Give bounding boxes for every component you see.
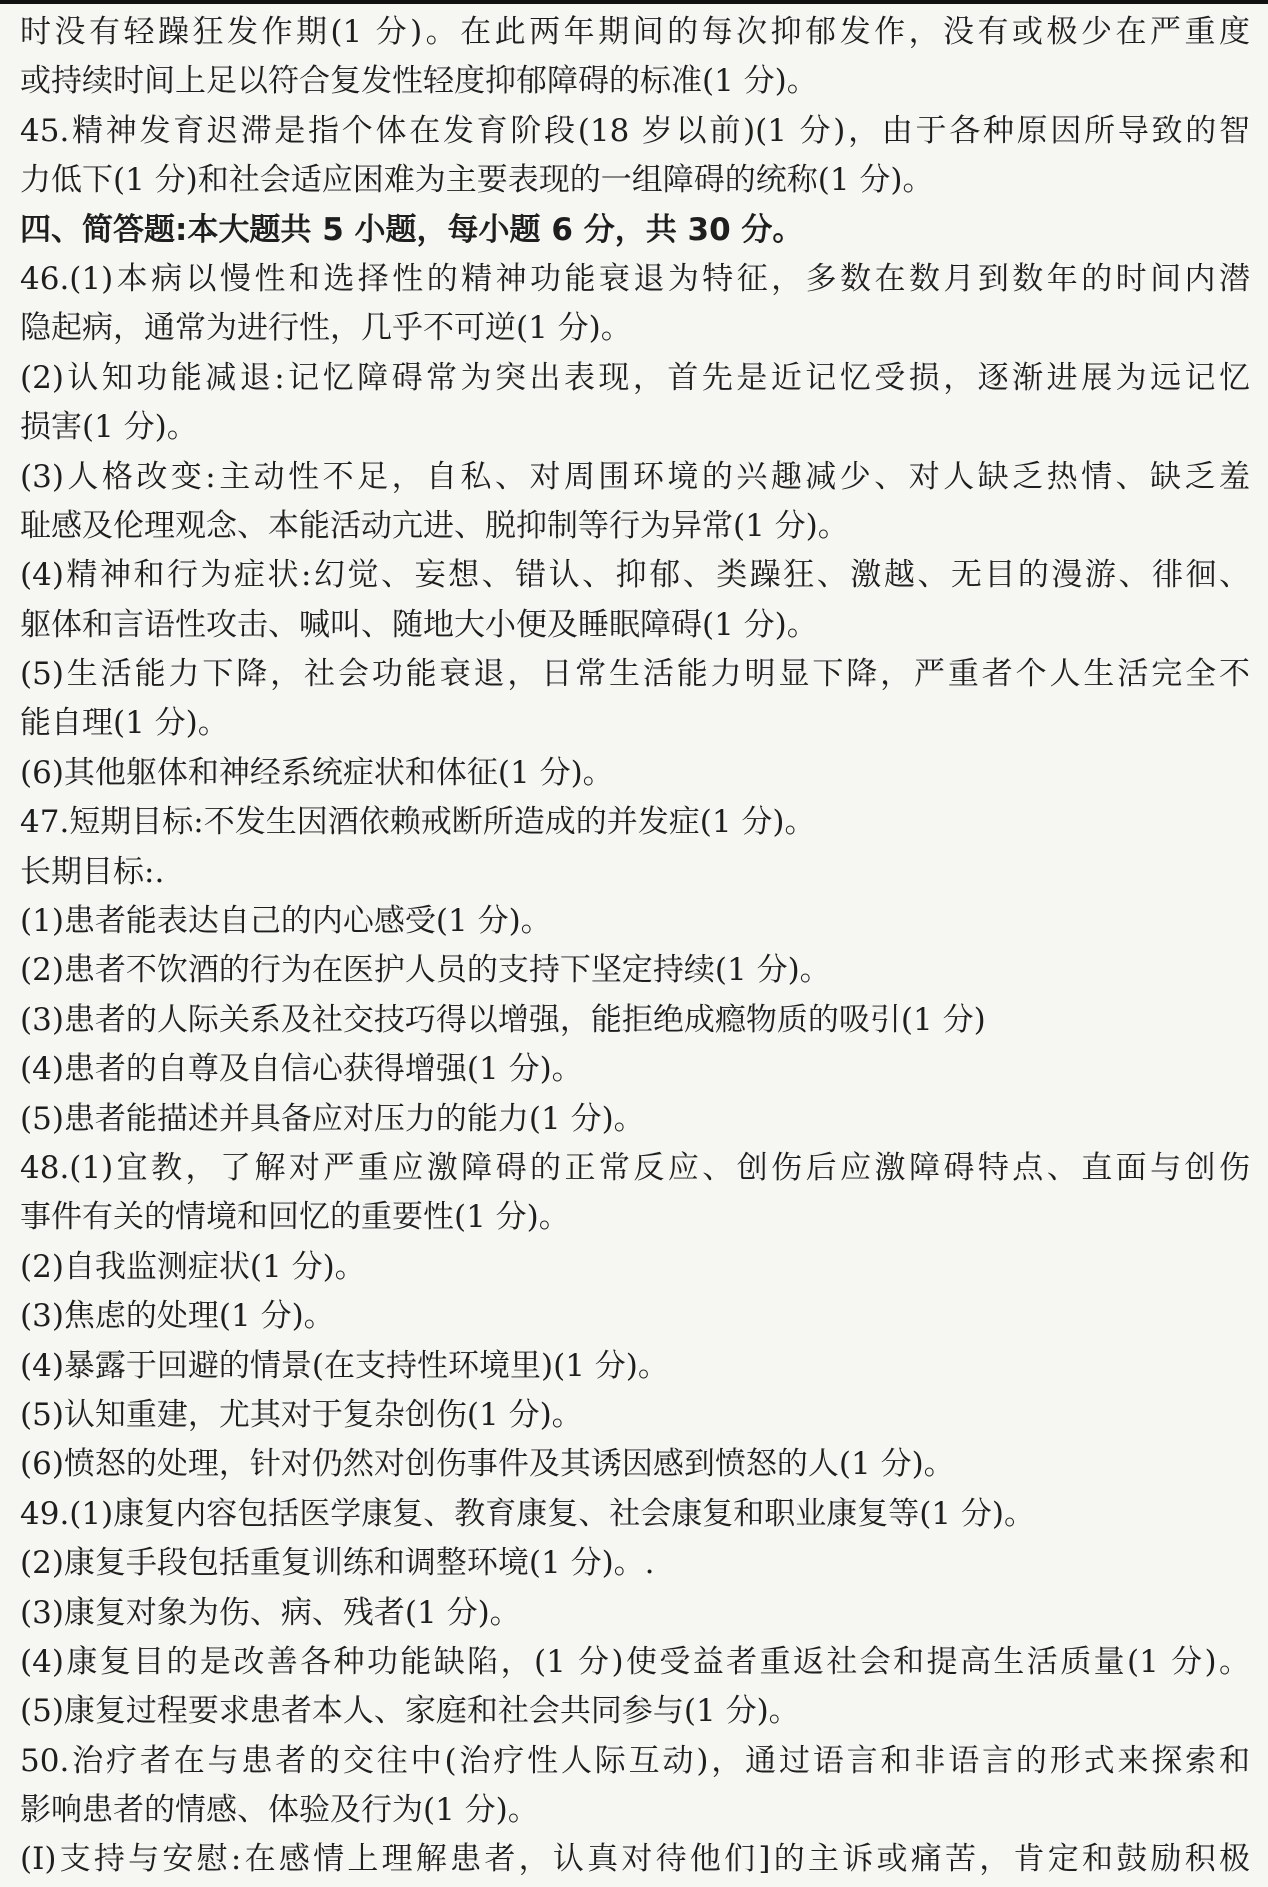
text-line: (2)康复手段包括重复训练和调整环境(1 分)。. — [20, 1545, 655, 1582]
text-line: 47.短期目标:不发生因酒依赖戒断所造成的并发症(1 分)。 — [20, 804, 816, 841]
answer-text-body — [20, 8, 1250, 1885]
text-line: 49.(1)康复内容包括医学康复、教育康复、社会康复和职业康复等(1 分)。 — [20, 1495, 1035, 1532]
text-line: (2)自我监测症状(1 分)。 — [20, 1248, 366, 1285]
text-line: (2)患者不饮酒的行为在医护人员的支持下坚定持续(1 分)。 — [20, 952, 831, 989]
text-line: 事件有关的情境和回忆的重要性(1 分)。 — [20, 1199, 570, 1236]
text-line: 耻感及伦理观念、本能活动亢进、脱抑制等行为异常(1 分)。 — [20, 507, 849, 544]
text-line: (3)人格改变:主动性不足，自私、对周围环境的兴趣减少、对人缺乏热情、缺乏羞 — [20, 458, 1250, 495]
section-heading: 四、简答题:本大题共 5 小题，每小题 6 分，共 30 分。 — [20, 211, 804, 248]
text-line: 长期目标:. — [20, 853, 165, 890]
text-line: (4)暴露于回避的情景(在支持性环境里)(1 分)。 — [20, 1347, 669, 1384]
text-line: (I)支持与安慰:在感情上理解患者，认真对待他们]的主诉或痛苦，肯定和鼓励积极 — [20, 1841, 1250, 1878]
text-line: 损害(1 分)。 — [20, 409, 198, 446]
text-line: (4)患者的自尊及自信心获得增强(1 分)。 — [20, 1051, 583, 1088]
text-line: 45.精神发育迟滞是指个体在发育阶段(18 岁以前)(1 分)，由于各种原因所导致的智 — [20, 112, 1250, 149]
text-line: (1)患者能表达自己的内心感受(1 分)。 — [20, 903, 552, 940]
text-line: (2)认知功能减退:记忆障碍常为突出表现，首先是近记忆受损，逐渐进展为远记忆 — [20, 359, 1250, 396]
text-line: 50.治疗者在与患者的交往中(治疗性人际互动)，通过语言和非语言的形式来探索和 — [20, 1742, 1250, 1779]
text-line: (4)精神和行为症状:幻觉、妄想、错认、抑郁、类躁狂、激越、无目的漫游、徘徊、 — [20, 557, 1250, 594]
text-line: (5)生活能力下降，社会功能衰退，日常生活能力明显下降，严重者个人生活完全不 — [20, 656, 1250, 693]
text-line: (3)康复对象为伤、病、残者(1 分)。 — [20, 1594, 521, 1631]
text-line: 48.(1)宜教，了解对严重应激障碍的正常反应、创伤后应激障碍特点、直面与创伤 — [20, 1149, 1250, 1186]
text-line: 影响患者的情感、体验及行为(1 分)。 — [20, 1792, 539, 1829]
text-line: (3)焦虑的处理(1 分)。 — [20, 1298, 335, 1335]
text-line: 力低下(1 分)和社会适应困难为主要表现的一组障碍的统称(1 分)。 — [20, 162, 934, 199]
text-line: (3)患者的人际关系及社交技巧得以增强，能拒绝成瘾物质的吸引(1 分) — [20, 1001, 986, 1038]
text-line: 能自理(1 分)。 — [20, 705, 229, 742]
text-line: (6)其他躯体和神经系统症状和体征(1 分)。 — [20, 754, 614, 791]
text-line: (6)愤怒的处理，针对仍然对创伤事件及其诱因感到愤怒的人(1 分)。 — [20, 1446, 955, 1483]
top-border-rule — [0, 0, 1268, 4]
text-line: (5)认知重建，尤其对于复杂创伤(1 分)。 — [20, 1396, 583, 1433]
text-line: (5)康复过程要求患者本人、家庭和社会共同参与(1 分)。 — [20, 1693, 800, 1730]
text-line: 时没有轻躁狂发作期(1 分)。在此两年期间的每次抑郁发作，没有或极少在严重度 — [20, 14, 1250, 50]
text-line: 46.(1)本病以慢性和选择性的精神功能衰退为特征，多数在数月到数年的时间内潜 — [20, 260, 1250, 297]
text-line: 躯体和言语性攻击、喊叫、随地大小便及睡眠障碍(1 分)。 — [20, 606, 818, 643]
text-line: 隐起病，通常为进行性，几乎不可逆(1 分)。 — [20, 310, 632, 347]
text-line: (5)患者能描述并具备应对压力的能力(1 分)。 — [20, 1100, 645, 1137]
text-line: (4)康复目的是改善各种功能缺陷，(1 分)使受益者重返社会和提高生活质量(1 分)。 — [20, 1643, 1250, 1680]
text-line: 或持续时间上足以符合复发性轻度抑郁障碍的标准(1 分)。 — [20, 63, 818, 100]
